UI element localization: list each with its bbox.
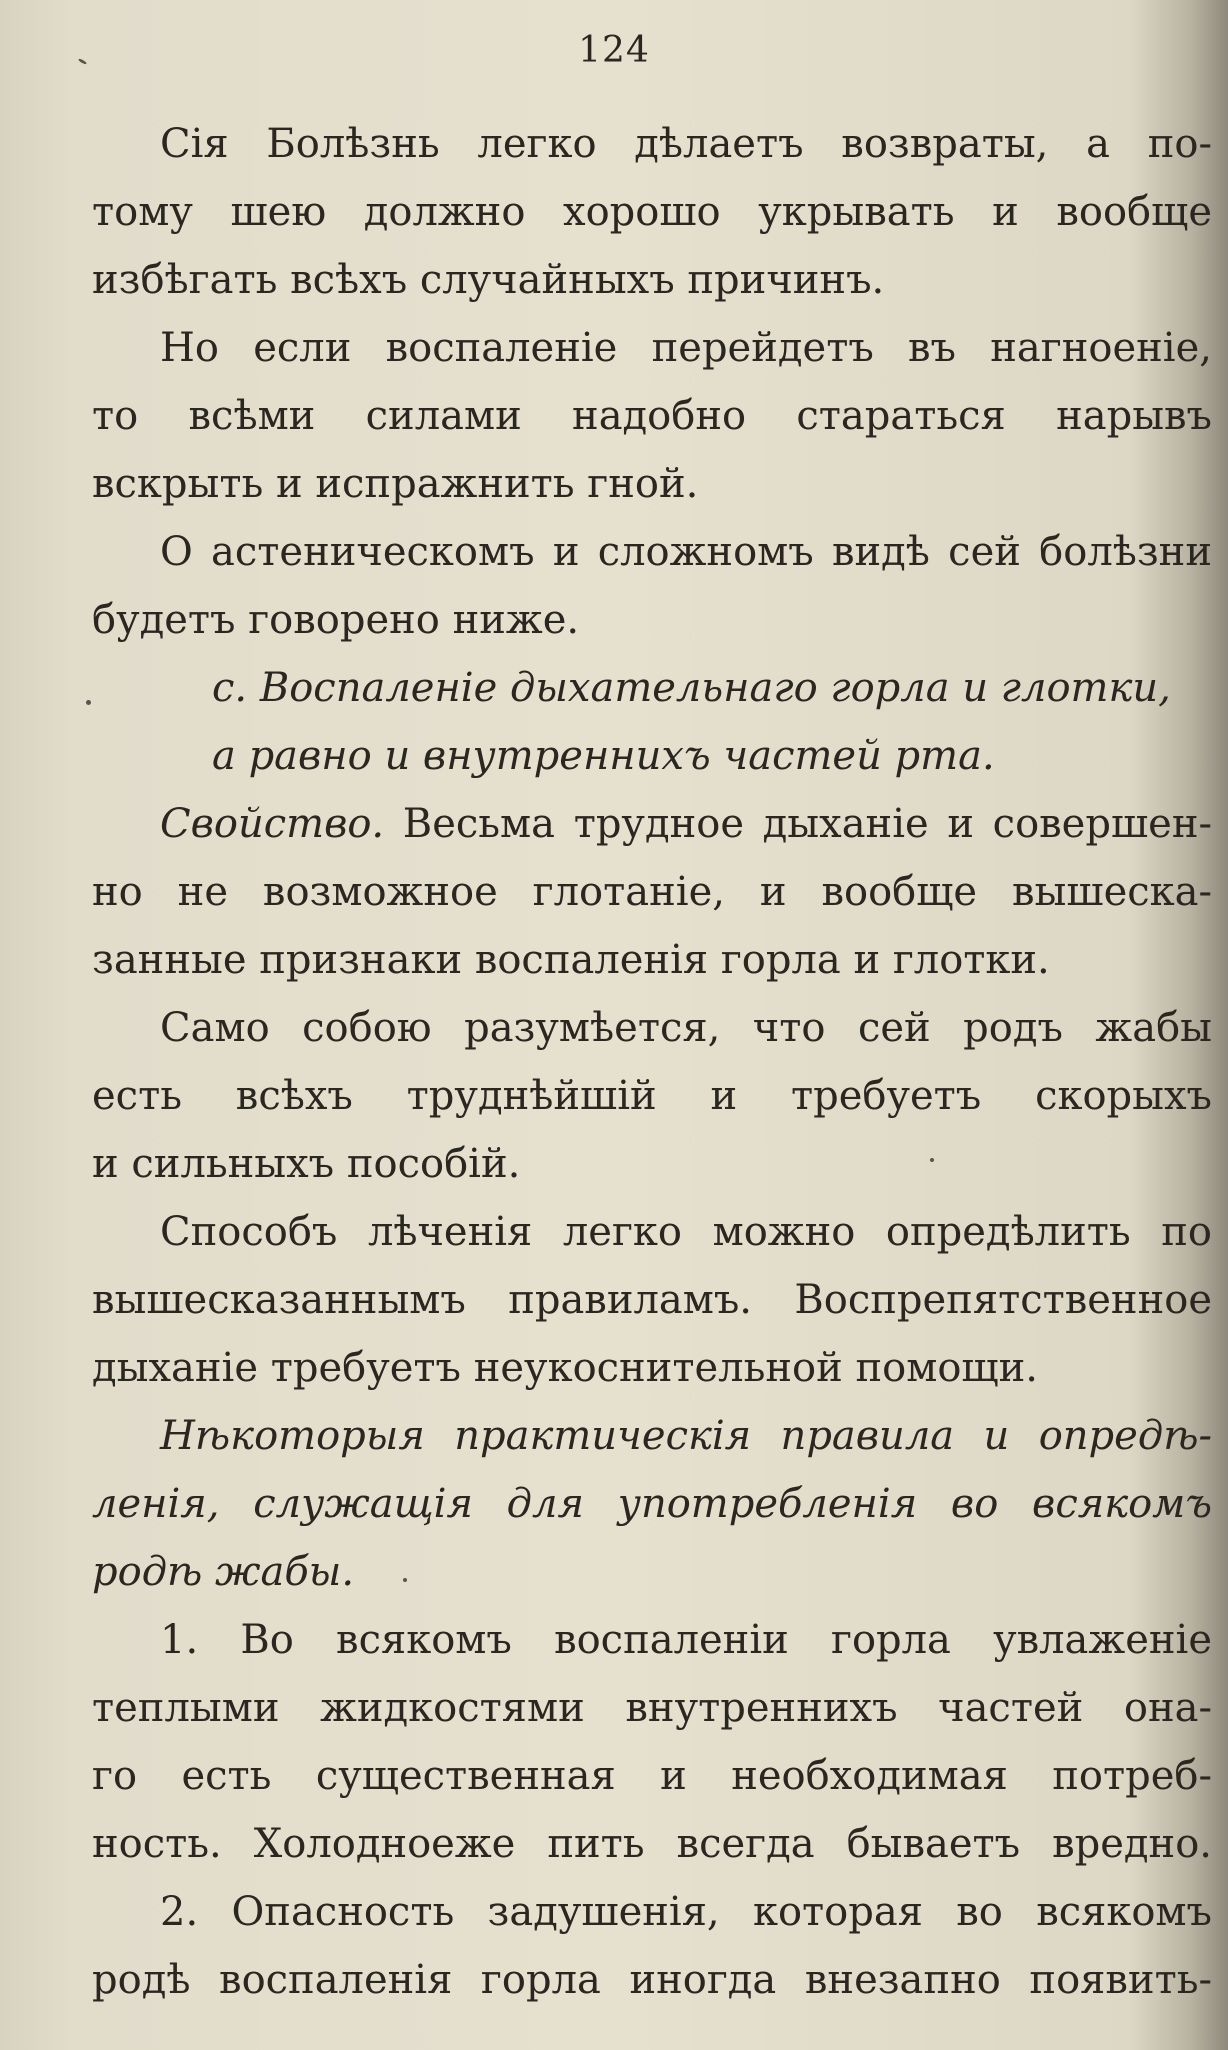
text-line: Само собою разумѣется, что сей родъ жабы	[160, 1005, 1212, 1051]
text-line: О астеническомъ и сложномъ видѣ сей болѣзни	[160, 529, 1212, 575]
text-line: занные признаки воспаленія горла и глотки.	[92, 937, 1050, 983]
text-line: Нѣкоторыя практическія правила и опредѣ-	[160, 1413, 1212, 1459]
text-line: го есть существенная и необходимая потреб-	[92, 1753, 1212, 1799]
text-line: вскрыть и испражнить гной.	[92, 461, 699, 507]
numbered-paragraph	[92, 1606, 1222, 1878]
text-line: и сильныхъ пособій.	[92, 1141, 521, 1187]
paper-speck	[86, 700, 91, 705]
text-line: вышесказаннымъ правиламъ. Воспрепятственное	[92, 1277, 1212, 1323]
text-line: теплыми жидкостями внутреннихъ частей она-	[92, 1685, 1212, 1731]
text-line: Способъ лѣченія легко можно опредѣлить по	[160, 1209, 1212, 1255]
paper-speck	[930, 1158, 934, 1162]
paragraph	[92, 314, 1222, 518]
text-line: дыханіе требуетъ неукоснительной помощи.	[92, 1345, 1038, 1391]
heading-line: а равно и внутреннихъ частей рта.	[212, 733, 995, 779]
paper-speck	[403, 1578, 407, 1582]
body-text	[92, 110, 1222, 2014]
paragraph	[92, 994, 1222, 1198]
text-line: 2. Опасность задушенія, которая во всякомъ	[160, 1889, 1212, 1935]
text-run: Весьма трудное дыханіе и совершен-	[384, 801, 1212, 847]
text-line: ленія, служащія для употребленія во всякомъ	[92, 1481, 1212, 1527]
text-line: родѣ воспаленія горла иногда внезапно появить-	[92, 1957, 1212, 2003]
section-heading	[92, 654, 1222, 790]
text-line: избѣгать всѣхъ случайныхъ причинъ.	[92, 257, 885, 303]
lead-term: Свойство.	[160, 801, 385, 847]
italic-subheading	[92, 1402, 1222, 1606]
text-line: родѣ жабы.	[92, 1549, 355, 1595]
heading-line: c. Воспаленіе дыхательнаго горла и глотки,	[212, 665, 1171, 711]
text-line: ность. Холодноеже пить всегда бываетъ вредно.	[92, 1821, 1212, 1867]
text-line: но не возможное глотаніе, и вообще вышеска-	[92, 869, 1212, 915]
text-line: Но если воспаленіе перейдетъ въ нагноеніе,	[160, 325, 1212, 371]
text-line: 1. Во всякомъ воспаленіи горла увлаженіе	[160, 1617, 1212, 1663]
text-line: Сія Болѣзнь легко дѣлаетъ возвраты, а по-	[160, 121, 1212, 167]
paragraph	[92, 790, 1222, 994]
numbered-paragraph	[92, 1878, 1222, 2014]
text-line: есть всѣхъ труднѣйшій и требуетъ скорыхъ	[92, 1073, 1212, 1119]
text-line: тому шею должно хорошо укрывать и вообще	[92, 189, 1212, 235]
page-number: 124	[578, 30, 650, 71]
text-line: то всѣми силами надобно стараться нарывъ	[92, 393, 1212, 439]
paragraph	[92, 518, 1222, 654]
paragraph	[92, 1198, 1222, 1402]
text-line: будетъ говорено ниже.	[92, 597, 580, 643]
paragraph	[92, 110, 1222, 314]
text-line	[92, 790, 1222, 858]
